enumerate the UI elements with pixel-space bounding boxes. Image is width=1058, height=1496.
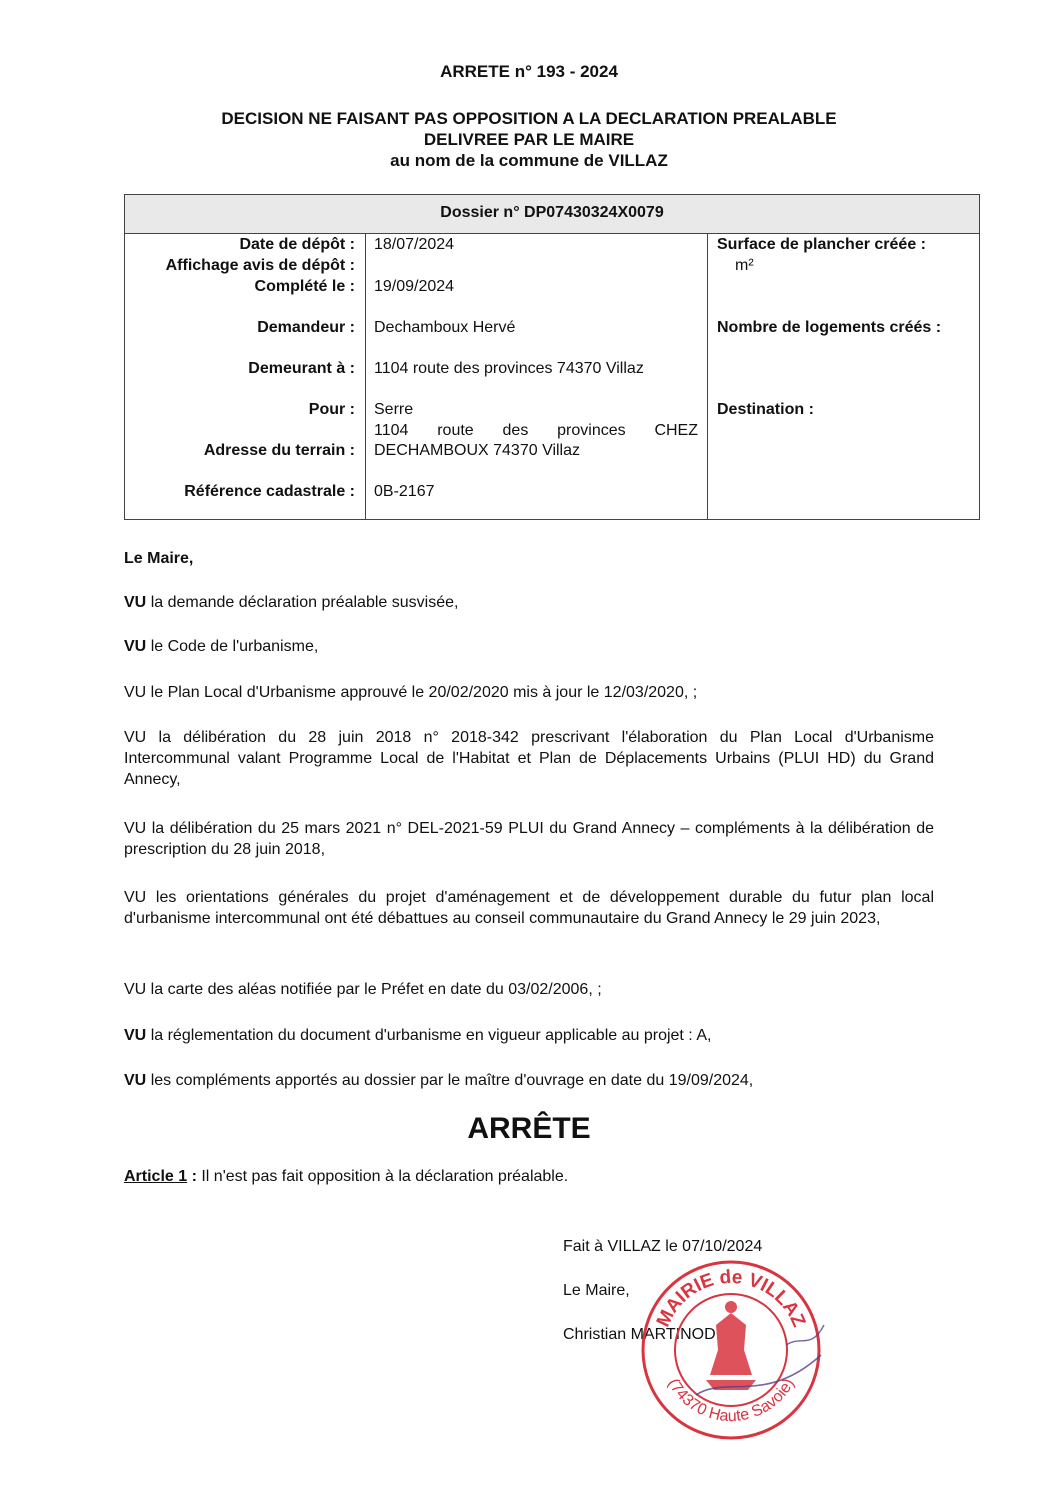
label-demandeur: Demandeur : xyxy=(257,319,355,336)
vu-paragraph-6: VU les orientations générales du projet d'aménagement et de développement durable du futur plan local d'urbanisme intercommunal ont été débattues au conseil communautaire du Grand Annecy le 29 juin 2023, xyxy=(124,889,934,927)
signature-name: Christian MARTINOD xyxy=(563,1326,716,1343)
column-divider xyxy=(365,233,366,519)
signature-role: Le Maire, xyxy=(563,1282,630,1299)
vu-keyword: VU xyxy=(124,594,147,611)
dossier-title: Dossier n° DP07430324X0079 xyxy=(125,195,979,234)
vu-text: la réglementation du document d'urbanisme en vigueur applicable au projet : A, xyxy=(150,1027,712,1044)
article-label: Article 1 xyxy=(124,1168,188,1185)
mairie-seal-stamp xyxy=(636,1255,826,1445)
dossier-values xyxy=(374,233,698,519)
vu-paragraph-2 xyxy=(124,636,934,657)
signature-place-date: Fait à VILLAZ le 07/10/2024 xyxy=(563,1238,763,1255)
decision-line-2: DELIVREE PAR LE MAIRE xyxy=(423,130,635,149)
vu-paragraph-5: VU la délibération du 25 mars 2021 n° DEL-2021-59 PLUI du Grand Annecy – compléments à la délibération de prescription du 28 juin 2018, xyxy=(124,820,934,858)
decision-heading xyxy=(0,108,1058,171)
vu-paragraph-9 xyxy=(124,1070,934,1091)
vu-keyword: VU xyxy=(124,1027,147,1044)
vu-paragraph-3: VU le Plan Local d'Urbanisme approuvé le 20/02/2020 mis à jour le 12/03/2020, ; xyxy=(124,684,698,701)
article-1 xyxy=(124,1168,568,1186)
article-text: Il n'est pas fait opposition à la déclaration préalable. xyxy=(201,1168,569,1185)
value-adresse-line1: 1104 route des provinces CHEZ xyxy=(374,422,698,439)
label-affichage: Affichage avis de dépôt : xyxy=(165,257,355,274)
seal-text-top: MAIRIE de VILLAZ xyxy=(652,1266,810,1331)
value-complete: 19/09/2024 xyxy=(374,278,455,295)
dossier-right-column xyxy=(717,233,977,519)
label-pour: Pour : xyxy=(308,401,355,418)
vu-text: la demande déclaration préalable susvisée, xyxy=(150,594,459,611)
value-adresse-line2: DECHAMBOUX 74370 Villaz xyxy=(374,442,581,459)
label-destination: Destination : xyxy=(717,401,814,418)
decision-line-1: DECISION NE FAISANT PAS OPPOSITION A LA DECLARATION PREALABLE xyxy=(221,109,837,128)
value-reference: 0B-2167 xyxy=(374,483,435,500)
vu-keyword: VU xyxy=(124,638,147,655)
vu-text: le Code de l'urbanisme, xyxy=(150,638,319,655)
vu-keyword: VU xyxy=(124,1072,147,1089)
decision-line-3: au nom de la commune de VILLAZ xyxy=(390,151,668,170)
label-logements: Nombre de logements créés : xyxy=(717,319,942,336)
label-date-depot: Date de dépôt : xyxy=(239,236,355,253)
column-divider xyxy=(707,233,708,519)
arrete-number: ARRETE n° 193 - 2024 xyxy=(440,62,618,81)
vu-paragraph-1 xyxy=(124,592,934,613)
value-demeurant: 1104 route des provinces 74370 Villaz xyxy=(374,360,644,377)
le-maire-heading: Le Maire, xyxy=(124,550,194,567)
surface-unit: m² xyxy=(735,257,754,274)
vu-paragraph-8 xyxy=(124,1025,934,1046)
value-demandeur: Dechamboux Hervé xyxy=(374,319,516,336)
label-adresse-terrain: Adresse du terrain : xyxy=(203,442,355,459)
value-date-depot: 18/07/2024 xyxy=(374,236,455,253)
dossier-table xyxy=(124,194,980,520)
arrete-title: ARRÊTE xyxy=(467,1112,591,1145)
vu-paragraph-4: VU la délibération du 28 juin 2018 n° 2018-342 prescrivant l'élaboration du Plan Local d'Urbanisme Intercommunal valant Programme Local de l'Habitat et Plan de Déplacements Urbains (PLUI HD) du Grand Annecy, xyxy=(124,729,934,788)
dossier-labels xyxy=(125,233,355,519)
article-separator: : xyxy=(187,1168,202,1185)
value-pour: Serre xyxy=(374,401,414,418)
label-reference: Référence cadastrale : xyxy=(184,483,355,500)
seal-text-bottom: (74370 Haute Savoie) xyxy=(664,1375,798,1426)
seal-emblem-icon xyxy=(706,1301,756,1390)
label-complete: Complété le : xyxy=(254,278,355,295)
label-demeurant: Demeurant à : xyxy=(248,360,355,377)
label-surface: Surface de plancher créée : xyxy=(717,236,926,253)
vu-paragraph-7: VU la carte des aléas notifiée par le Préfet en date du 03/02/2006, ; xyxy=(124,981,602,998)
vu-text: les compléments apportés au dossier par le maître d'ouvrage en date du 19/09/2024, xyxy=(150,1072,754,1089)
